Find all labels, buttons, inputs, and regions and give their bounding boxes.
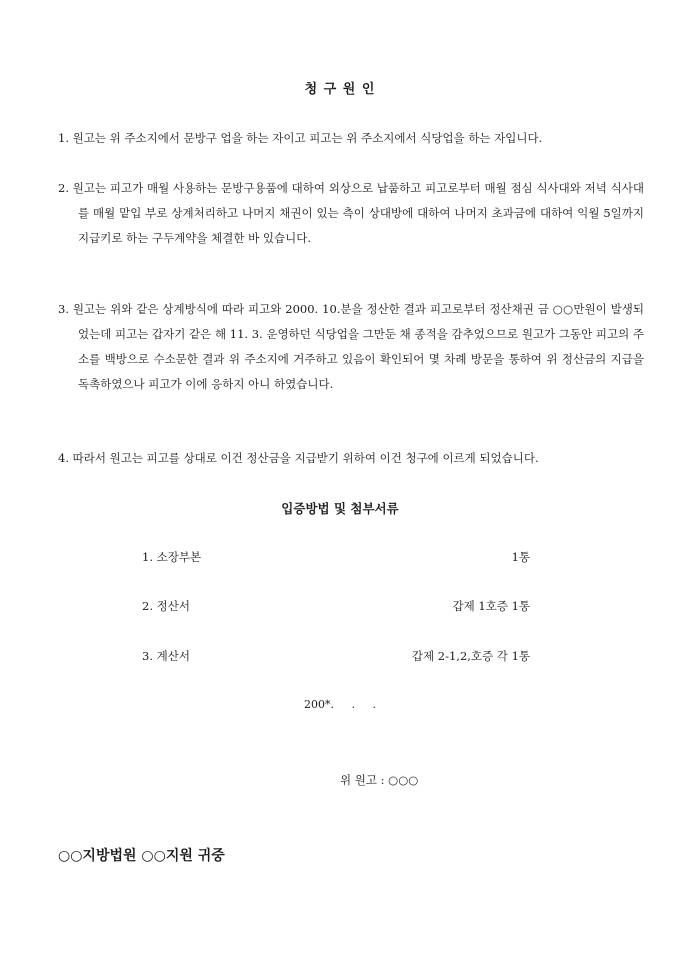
evidence-item-qty: 1통: [511, 550, 530, 564]
court-addressee: ○○지방법원 ○○지원 귀중: [58, 848, 225, 864]
evidence-item: [142, 648, 530, 670]
evidence-item-qty: 갑제 2-1,2,호증 각 1통: [411, 649, 530, 663]
evidence-item-qty: 갑제 1호증 1통: [452, 599, 530, 613]
claim-paragraph-1: 1. 원고는 위 주소지에서 문방구 업을 하는 자이고 피고는 위 주소지에서 식당업을 하는 자입니다.: [58, 131, 543, 145]
claim-paragraph-3: 3. 원고는 위와 같은 상계방식에 따라 피고와 2000. 10.분을 정산한 결과 피고로부터 정산채권 금 ○○만원이 발생되었는데 피고는 갑자기 같은 해 11. 3. 운영하던 식당업을 그만둔 채 종적을 감추었으므로 원고가 그동안 피고의 주소를 백방으로 수소문한 결과 위 주소지에 거주하고 있음이 확인되어 몇 차례 방문을 통하여 위 정산금의 지급을 독촉하였으나 피고가 이에 응하지 아니 하였습니다.: [58, 302, 644, 391]
evidence-item: [142, 598, 530, 620]
evidence-section-title: 입증방법 및 첨부서류: [281, 501, 399, 516]
evidence-item-name: 1. 소장부본: [142, 550, 202, 564]
plaintiff-signature: 위 원고 : ○○○: [340, 773, 419, 787]
evidence-item: [142, 549, 530, 571]
document-title: 청 구 원 인: [304, 82, 376, 97]
claim-paragraph-4: 4. 따라서 원고는 피고를 상대로 이건 정산금을 지급받기 위하여 이건 청구에 이르게 되었습니다.: [58, 451, 539, 465]
evidence-item-name: 3. 계산서: [142, 649, 190, 663]
evidence-item-name: 2. 정산서: [142, 599, 190, 613]
filing-date: 200*. . .: [304, 698, 376, 711]
claim-paragraph-2: 2. 원고는 피고가 매월 사용하는 문방구용품에 대하여 외상으로 납품하고 피고로부터 매월 점심 식사대와 저녁 식사대를 매월 맡입 부로 상계처리하고 나머지 채권이 있는 측이 상대방에 대하여 나머지 초과금에 대하여 익월 5일까지 지급키로 하는 구두계약을 체결한 바 있습니다.: [58, 181, 644, 245]
